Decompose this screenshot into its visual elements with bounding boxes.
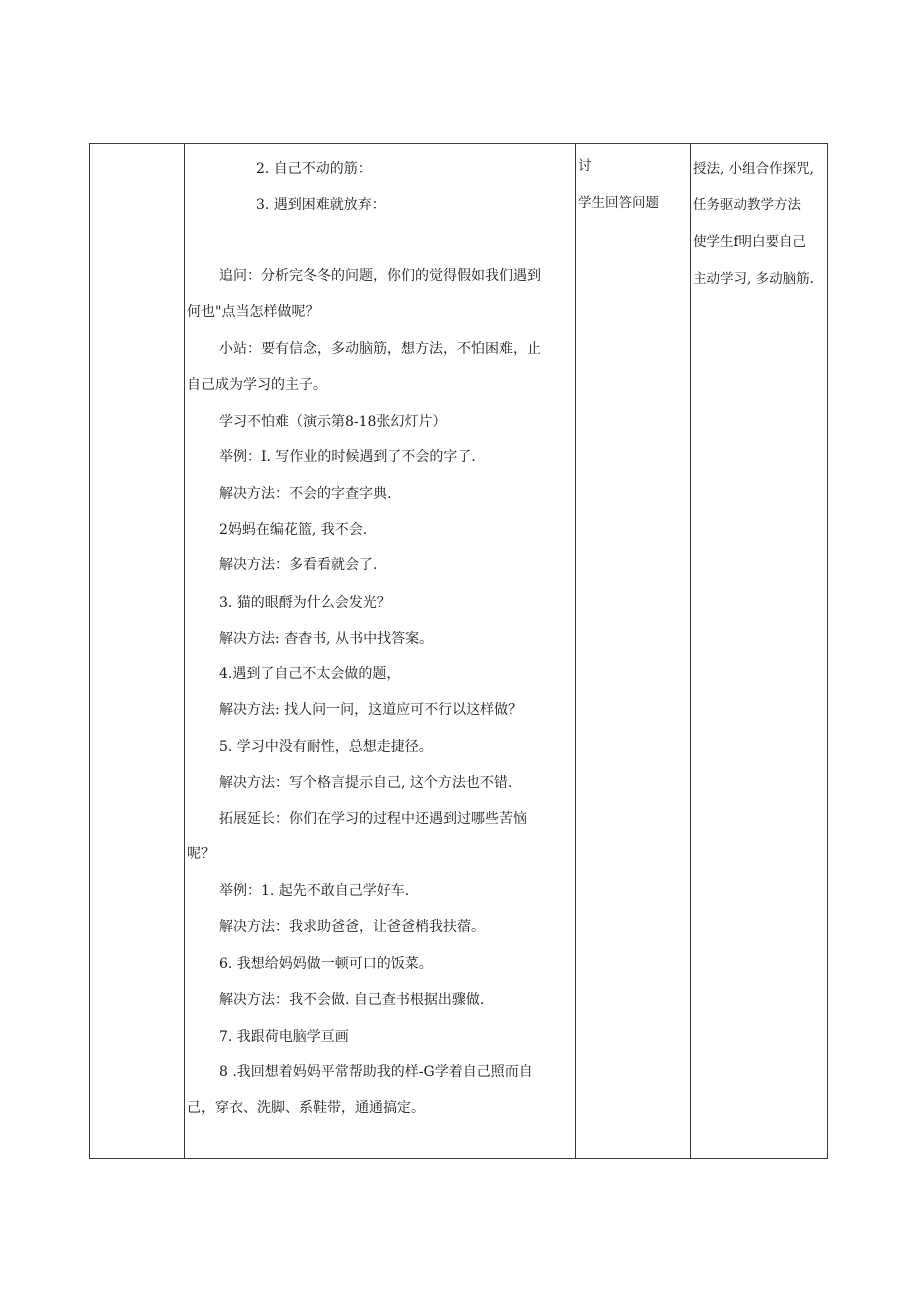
student-activity-column (576, 144, 691, 1158)
lesson-plan-table (89, 143, 828, 1159)
example-2: 2妈蚂在编花篮, 我不会. (219, 522, 368, 538)
example-6: 举例：1. 起先不敢自己学好车. (219, 883, 410, 899)
extension-line-1: 拓展延长：你们在学习的过程中还遇到过哪些苦恼 (219, 811, 527, 827)
stage-column (90, 144, 185, 1158)
extension-line-2: 呢？ (187, 846, 215, 862)
item-2-text: 2. 自己不动的筋： (256, 161, 372, 177)
student-activity-line-1: 讨 (578, 158, 592, 174)
student-activity-line-2: 学生回答问题 (578, 195, 659, 211)
design-intent-line-1: 授法, 小组合作探咒, (693, 161, 814, 177)
example-9-line-2: 己，穿衣、洗脚、系鞋带，通通搞定。 (187, 1100, 425, 1116)
example-8: 7. 我跟荷电脑学亘画 (219, 1029, 349, 1045)
teaching-content-column (185, 144, 576, 1158)
design-intent-line-3: 使学生f明白要自己 (693, 234, 806, 250)
solution-3: 解决方法: 杳杳书, 从书中找答案。 (219, 631, 434, 647)
example-1: 举例：I. 写作业的时候遇到了不会的字了. (219, 449, 476, 465)
solution-6: 解决方法：我求助爸爸，让爸爸梢我扶蓿。 (219, 919, 485, 935)
example-3: 3. 猫的眼酹为什么会发光？ (219, 595, 391, 611)
design-intent-column (691, 144, 827, 1158)
summary-line-1: 小站：要有信念，多动脑筋，想方法，不怕困难，止 (219, 341, 541, 357)
example-9-line-1: 8 .我回想着妈妈平常帮助我的样-G学着自己照而自 (219, 1064, 533, 1080)
solution-1: 解决方法：不会的字查字典. (219, 486, 392, 502)
follow-up-question-line-2: 何也"点当怎样做呢？ (187, 304, 320, 320)
example-7: 6. 我想给妈妈做一顿可口的饭菜。 (219, 956, 433, 972)
example-5: 5. 学习中没有耐性，总想走捷径。 (219, 739, 433, 755)
solution-5: 解决方法：写个格言提示自己, 这个方法也不错. (219, 775, 513, 791)
design-intent-line-2: 任务驱动教学方法 (693, 197, 801, 213)
section-title: 学习不怕难（演示第8-18张幻灯片） (219, 414, 447, 430)
follow-up-question-line-1: 追问：分析完冬冬的问题，你们的觉得假如我们遇到 (219, 268, 541, 284)
solution-7: 解决方法：我不会做. 自己查书根据出骤做. (219, 992, 485, 1008)
item-3-text: 3. 遇到困难就放弃： (256, 197, 386, 213)
solution-2: 解决方法：多看看就会了. (219, 557, 378, 573)
summary-line-2: 自己成为学习的主子。 (187, 377, 327, 393)
solution-4: 解决方法: 找人问一问，这道应可不行以这样做？ (219, 702, 523, 718)
design-intent-line-4: 主动学习, 多动脑筋. (693, 271, 814, 287)
example-4: 4.遇到了自己不太会做的题， (219, 666, 401, 682)
